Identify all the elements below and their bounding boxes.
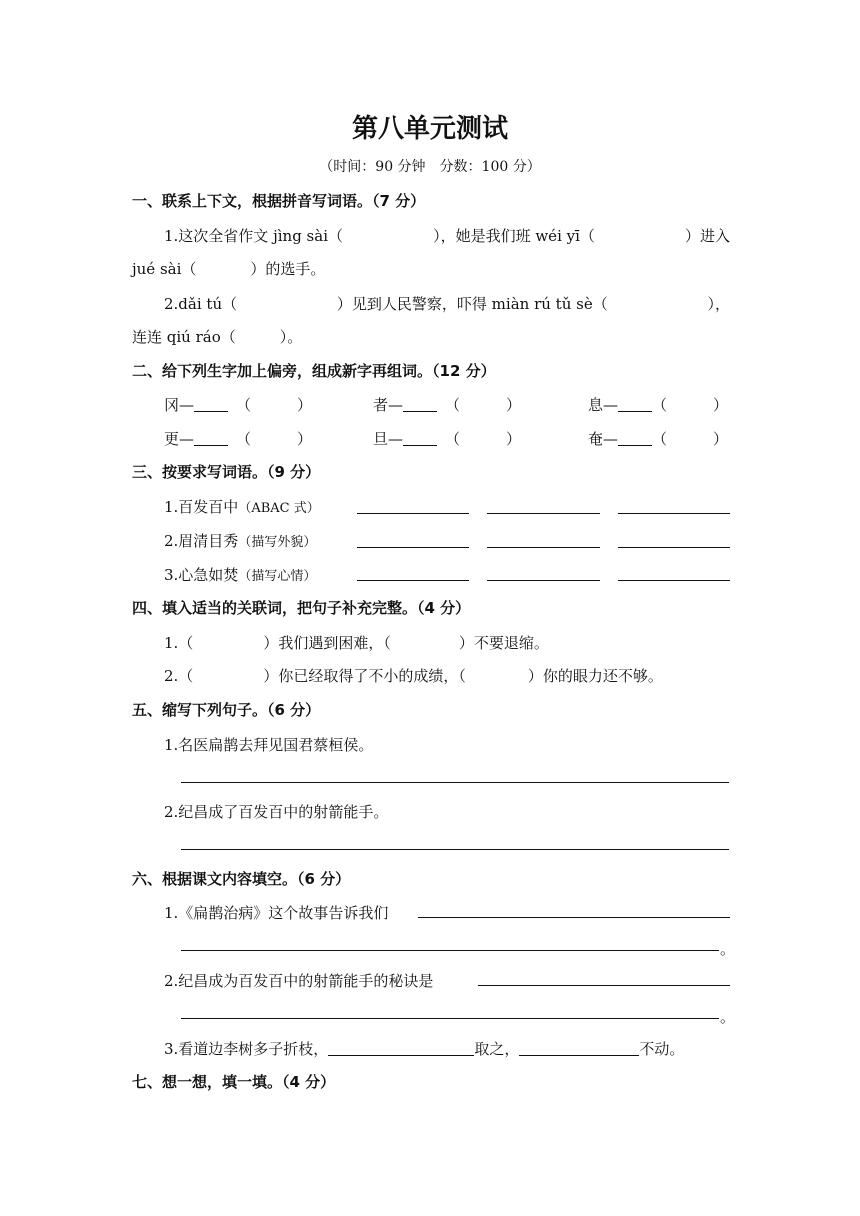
s3-item-1: 1.百发百中（ABAC 式） <box>164 498 320 516</box>
s1-q1-text-a: 1.这次全省作文 jìng sài（ <box>164 227 343 245</box>
section-7-heading: 七、想一想，填一填。（4 分） <box>132 1073 336 1091</box>
s2-item-4: 更— （ ） <box>164 430 313 448</box>
answer-blank[interactable] <box>328 1040 474 1056</box>
s1-q2-text-d: 连连 qiú ráo（ <box>132 328 236 346</box>
s1-q1-text-c: ）进入 <box>684 227 730 245</box>
s2-char: 旦— <box>373 430 404 448</box>
answer-line[interactable] <box>478 985 730 986</box>
s6-period: 。 <box>720 1008 736 1026</box>
section-6-heading: 六、根据课文内容填空。（6 分） <box>132 870 351 888</box>
s1-q1-text-d: jué sài（ <box>132 260 197 278</box>
s2-char: 奄— <box>588 430 619 448</box>
section-2-heading: 二、给下列生字加上偏旁，组成新字再组词。（12 分） <box>132 362 496 380</box>
page-title: 第八单元测试 <box>351 114 508 144</box>
section-3-heading: 三、按要求写词语。（9 分） <box>132 463 321 481</box>
answer-line[interactable] <box>487 547 600 548</box>
s1-q1-text-b: ），她是我们班 wéi yī（ <box>433 227 595 245</box>
answer-line[interactable] <box>181 849 729 850</box>
s3-item-3: 3.心急如焚（描写心情） <box>164 566 317 584</box>
s1-q1-text-e: ）的选手。 <box>250 260 326 278</box>
section-1-heading: 一、联系上下文，根据拼音写词语。（7 分） <box>132 192 426 210</box>
answer-line[interactable] <box>487 513 600 514</box>
s2-item-5: 旦— （ ） <box>373 430 522 448</box>
s5-question-2: 2.纪昌成了百发百中的射箭能手。 <box>164 803 389 821</box>
s1-q2-text-e: ）。 <box>279 328 303 346</box>
s2-item-1: 冈— （ ） <box>164 396 313 414</box>
answer-line[interactable] <box>618 547 730 548</box>
s1-q2-text-a: 2.dǎi tú（ <box>164 295 238 313</box>
s2-char: 息— <box>588 396 619 414</box>
answer-line[interactable] <box>357 547 469 548</box>
exam-info: （时间：90 分钟 分数：100 分） <box>319 159 541 175</box>
s6-question-1: 1.《扁鹊治病》这个故事告诉我们 <box>164 904 389 922</box>
answer-line[interactable] <box>618 580 730 581</box>
answer-line[interactable] <box>181 782 729 783</box>
answer-blank[interactable] <box>519 1040 639 1056</box>
answer-line[interactable] <box>487 580 600 581</box>
s1-question-2-line-1 <box>164 293 730 314</box>
s2-item-2: 者— （ ） <box>373 396 522 414</box>
s1-question-1-line-2 <box>132 258 325 279</box>
answer-line[interactable] <box>357 513 469 514</box>
s2-char: 冈— <box>164 396 195 414</box>
s1-q2-text-c: ）， <box>707 295 730 313</box>
answer-line[interactable] <box>357 580 469 581</box>
s6-period: 。 <box>720 940 736 958</box>
answer-line[interactable] <box>181 950 719 951</box>
s1-question-2-line-2 <box>132 326 302 347</box>
s6-question-3: 3.看道边李树多子折枝， 取之， 不动。 <box>164 1040 685 1058</box>
section-5-heading: 五、缩写下列句子。（6 分） <box>132 701 321 719</box>
s1-q2-text-b: ）见到人民警察，吓得 miàn rú tǔ sè（ <box>336 295 608 313</box>
s5-question-1: 1.名医扁鹊去拜见国君蔡桓侯。 <box>164 736 374 754</box>
s2-char: 更— <box>164 430 195 448</box>
s2-item-3: 息— （ ） <box>588 396 729 414</box>
s3-item-2: 2.眉清目秀（描写外貌） <box>164 532 317 550</box>
s1-question-1-line-1 <box>164 225 730 246</box>
answer-line[interactable] <box>618 513 730 514</box>
s6-question-2: 2.纪昌成为百发百中的射箭能手的秘诀是 <box>164 972 434 990</box>
s2-item-6: 奄— （ ） <box>588 430 729 448</box>
answer-line[interactable] <box>181 1018 719 1019</box>
s4-question-1: 1.（ ）我们遇到困难，（ ）不要退缩。 <box>164 634 549 652</box>
s4-question-2: 2.（ ）你已经取得了不小的成绩，（ ）你的眼力还不够。 <box>164 667 663 685</box>
section-4-heading: 四、填入适当的关联词，把句子补充完整。（4 分） <box>132 599 471 617</box>
answer-line[interactable] <box>418 917 730 918</box>
s2-char: 者— <box>373 396 404 414</box>
